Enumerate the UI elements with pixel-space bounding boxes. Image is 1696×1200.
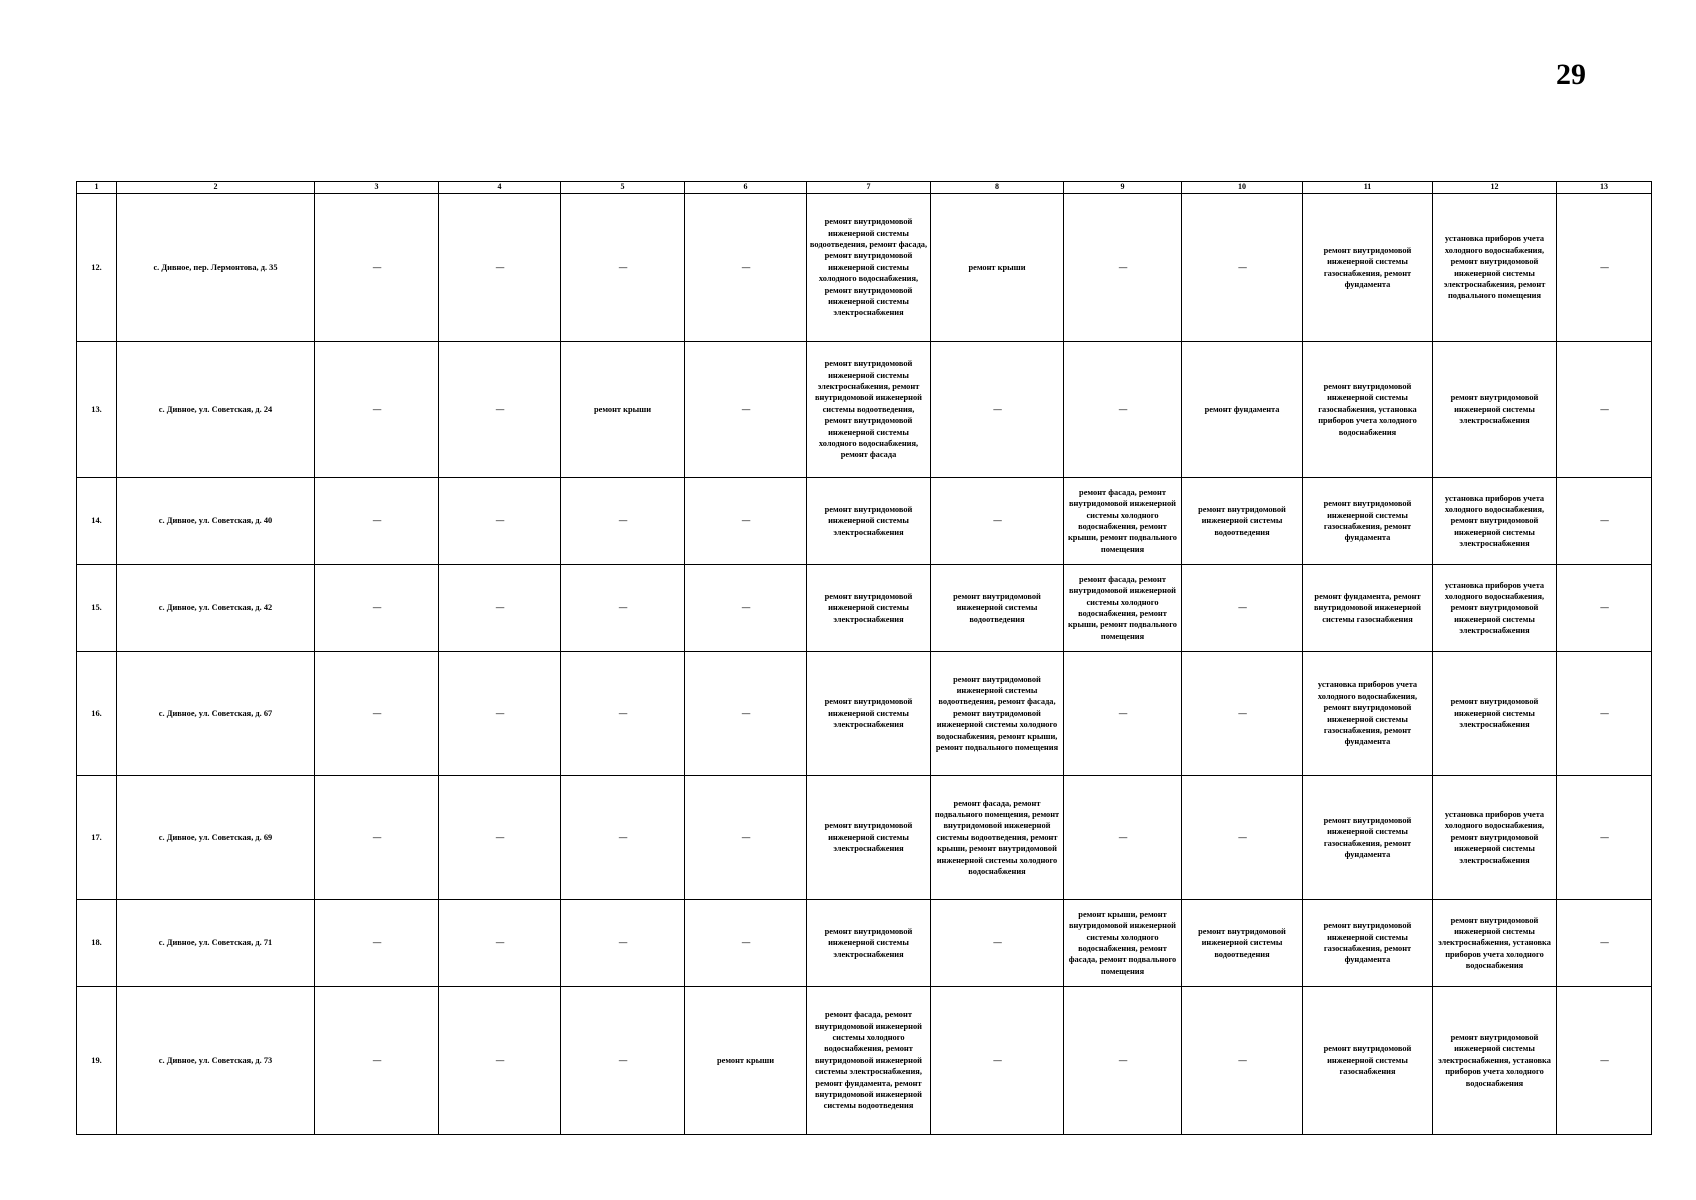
table-cell: — (439, 565, 561, 652)
table-cell: ремонт внутридомовой инженерной системы газоснабжения, ремонт фундамента (1303, 194, 1433, 342)
row-number: 12. (77, 194, 117, 342)
table-cell: — (1064, 776, 1182, 900)
table-cell: ремонт крыши (685, 987, 807, 1135)
page-number: 29 (1556, 58, 1586, 91)
table-cell: ремонт внутридомовой инженерной системы электроснабжения (1433, 652, 1557, 776)
col-header-4: 4 (439, 182, 561, 194)
table-cell: ремонт внутридомовой инженерной системы водоотведения (1182, 900, 1303, 987)
table-cell: ремонт крыши (931, 194, 1064, 342)
table-cell: ремонт фасада, ремонт внутридомовой инженерной системы холодного водоснабжения, ремонт внутридомовой инженерной системы электроснабжения, ремонт фундамента, ремонт внутридомовой инженерной системы водоотведения (807, 987, 931, 1135)
table-cell: — (1064, 987, 1182, 1135)
table-cell: — (1182, 194, 1303, 342)
col-header-1: 1 (77, 182, 117, 194)
col-header-11: 11 (1303, 182, 1433, 194)
table-cell: ремонт фасада, ремонт внутридомовой инженерной системы холодного водоснабжения, ремонт крыши, ремонт подвального помещения (1064, 478, 1182, 565)
address-cell: с. Дивное, ул. Советская, д. 73 (117, 987, 315, 1135)
table-cell: — (1557, 565, 1652, 652)
table-cell: — (1557, 776, 1652, 900)
table-cell: — (439, 776, 561, 900)
address-cell: с. Дивное, ул. Советская, д. 67 (117, 652, 315, 776)
table-cell: ремонт внутридомовой инженерной системы электроснабжения (807, 900, 931, 987)
table-cell: — (561, 652, 685, 776)
col-header-3: 3 (315, 182, 439, 194)
table-row (77, 194, 1652, 342)
table-cell: ремонт внутридомовой инженерной системы газоснабжения (1303, 987, 1433, 1135)
table-cell: — (439, 900, 561, 987)
row-number: 18. (77, 900, 117, 987)
address-cell: с. Дивное, ул. Советская, д. 71 (117, 900, 315, 987)
table-cell: ремонт фундамента (1182, 342, 1303, 478)
col-header-7: 7 (807, 182, 931, 194)
table-cell: — (315, 900, 439, 987)
table-cell: ремонт внутридомовой инженерной системы электроснабжения, установка приборов учета холодного водоснабжения (1433, 987, 1557, 1135)
table-cell: — (931, 987, 1064, 1135)
table-cell: — (561, 565, 685, 652)
table-cell: ремонт внутридомовой инженерной системы газоснабжения, ремонт фундамента (1303, 900, 1433, 987)
table-cell: ремонт крыши (561, 342, 685, 478)
address-cell: с. Дивное, ул. Советская, д. 69 (117, 776, 315, 900)
col-header-8: 8 (931, 182, 1064, 194)
table-cell: ремонт внутридомовой инженерной системы водоотведения, ремонт фасада, ремонт внутридомовой инженерной системы холодного водоснабжения, ремонт внутридомовой инженерной системы электроснабжения (807, 194, 931, 342)
table-cell: — (1064, 194, 1182, 342)
table-cell: — (685, 565, 807, 652)
table-row (77, 565, 1652, 652)
table-cell: — (561, 776, 685, 900)
table-cell: ремонт внутридомовой инженерной системы водоотведения (1182, 478, 1303, 565)
row-number: 13. (77, 342, 117, 478)
table-cell: — (1182, 652, 1303, 776)
row-number: 19. (77, 987, 117, 1135)
table-cell: ремонт внутридомовой инженерной системы электроснабжения (807, 565, 931, 652)
table-cell: — (685, 194, 807, 342)
table-cell: — (1557, 652, 1652, 776)
table-cell: ремонт внутридомовой инженерной системы водоотведения, ремонт фасада, ремонт внутридомовой инженерной системы холодного водоснабжения, ремонт крыши, ремонт подвального помещения (931, 652, 1064, 776)
table-cell: — (1557, 342, 1652, 478)
table-cell: — (685, 478, 807, 565)
table-row (77, 987, 1652, 1135)
row-number: 16. (77, 652, 117, 776)
table-cell: — (931, 900, 1064, 987)
table-cell: — (439, 342, 561, 478)
table-cell: ремонт внутридомовой инженерной системы электроснабжения (1433, 342, 1557, 478)
col-header-12: 12 (1433, 182, 1557, 194)
address-cell: с. Дивное, пер. Лермонтова, д. 35 (117, 194, 315, 342)
repair-schedule-table (76, 181, 1652, 1135)
table-cell: ремонт внутридомовой инженерной системы газоснабжения, установка приборов учета холодного водоснабжения (1303, 342, 1433, 478)
address-cell: с. Дивное, ул. Советская, д. 42 (117, 565, 315, 652)
table-cell: ремонт внутридомовой инженерной системы газоснабжения, ремонт фундамента (1303, 776, 1433, 900)
table-cell: ремонт внутридомовой инженерной системы электроснабжения (807, 652, 931, 776)
row-number: 17. (77, 776, 117, 900)
table-cell: — (1557, 478, 1652, 565)
col-header-6: 6 (685, 182, 807, 194)
col-header-9: 9 (1064, 182, 1182, 194)
table-row (77, 342, 1652, 478)
table-cell: — (1064, 652, 1182, 776)
table-cell: установка приборов учета холодного водоснабжения, ремонт внутридомовой инженерной системы газоснабжения, ремонт фундамента (1303, 652, 1433, 776)
table-cell: — (1182, 987, 1303, 1135)
col-header-2: 2 (117, 182, 315, 194)
table-cell: установка приборов учета холодного водоснабжения, ремонт внутридомовой инженерной системы электроснабжения (1433, 776, 1557, 900)
table-cell: — (561, 478, 685, 565)
table-cell: ремонт внутридомовой инженерной системы электроснабжения, установка приборов учета холодного водоснабжения (1433, 900, 1557, 987)
address-cell: с. Дивное, ул. Советская, д. 24 (117, 342, 315, 478)
table-cell: — (685, 900, 807, 987)
table-cell: ремонт фасада, ремонт подвального помещения, ремонт внутридомовой инженерной системы водоотведения, ремонт крыши, ремонт внутридомовой инженерной системы холодного водоснабжения (931, 776, 1064, 900)
table-cell: — (315, 565, 439, 652)
table-row (77, 652, 1652, 776)
table-cell: — (561, 194, 685, 342)
table-cell: установка приборов учета холодного водоснабжения, ремонт внутридомовой инженерной системы электроснабжения (1433, 478, 1557, 565)
table-cell: — (931, 478, 1064, 565)
table-cell: — (685, 652, 807, 776)
table-row (77, 478, 1652, 565)
table-cell: — (1557, 194, 1652, 342)
table-cell: — (1182, 776, 1303, 900)
table-body (77, 194, 1652, 1135)
table-row (77, 900, 1652, 987)
table-cell: — (1557, 900, 1652, 987)
table-cell: ремонт крыши, ремонт внутридомовой инженерной системы холодного водоснабжения, ремонт фасада, ремонт подвального помещения (1064, 900, 1182, 987)
col-header-5: 5 (561, 182, 685, 194)
table-row (77, 776, 1652, 900)
table-cell: — (1182, 565, 1303, 652)
table-cell: — (315, 776, 439, 900)
table-cell: — (439, 652, 561, 776)
table-cell: — (931, 342, 1064, 478)
address-cell: с. Дивное, ул. Советская, д. 40 (117, 478, 315, 565)
table-cell: — (315, 652, 439, 776)
table-cell: — (315, 478, 439, 565)
table-cell: — (1557, 987, 1652, 1135)
table-cell: установка приборов учета холодного водоснабжения, ремонт внутридомовой инженерной системы электроснабжения (1433, 565, 1557, 652)
table-cell: — (685, 776, 807, 900)
table-cell: ремонт внутридомовой инженерной системы электроснабжения (807, 776, 931, 900)
col-header-13: 13 (1557, 182, 1652, 194)
table-cell: — (1064, 342, 1182, 478)
table-cell: — (439, 478, 561, 565)
table-cell: — (561, 987, 685, 1135)
row-number: 14. (77, 478, 117, 565)
table-cell: ремонт внутридомовой инженерной системы электроснабжения (807, 478, 931, 565)
table-cell: — (315, 194, 439, 342)
table-cell: — (315, 987, 439, 1135)
column-number-row (77, 182, 1652, 194)
table-cell: — (315, 342, 439, 478)
table-cell: ремонт фасада, ремонт внутридомовой инженерной системы холодного водоснабжения, ремонт крыши, ремонт подвального помещения (1064, 565, 1182, 652)
table-cell: — (439, 987, 561, 1135)
table-cell: ремонт внутридомовой инженерной системы газоснабжения, ремонт фундамента (1303, 478, 1433, 565)
row-number: 15. (77, 565, 117, 652)
table-cell: — (685, 342, 807, 478)
table-cell: ремонт фундамента, ремонт внутридомовой инженерной системы газоснабжения (1303, 565, 1433, 652)
table-cell: — (439, 194, 561, 342)
table-cell: ремонт внутридомовой инженерной системы электроснабжения, ремонт внутридомовой инженерной системы водоотведения, ремонт внутридомовой инженерной системы холодного водоснабжения, ремонт фасада (807, 342, 931, 478)
table-cell: ремонт внутридомовой инженерной системы водоотведения (931, 565, 1064, 652)
table-cell: установка приборов учета холодного водоснабжения, ремонт внутридомовой инженерной системы электроснабжения, ремонт подвального помещения (1433, 194, 1557, 342)
table-cell: — (561, 900, 685, 987)
col-header-10: 10 (1182, 182, 1303, 194)
